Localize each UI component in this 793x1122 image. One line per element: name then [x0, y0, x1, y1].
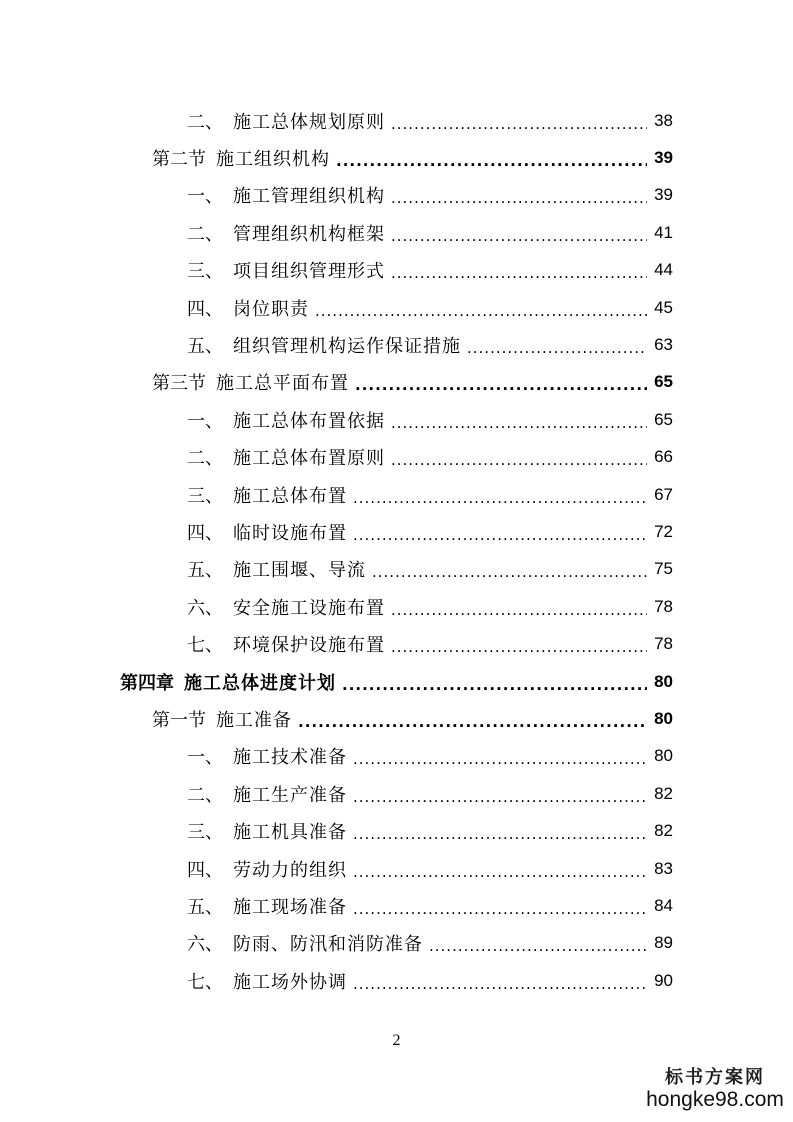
toc-entry-number: 二、 [187, 448, 223, 470]
toc-entry-title: 施工管理组织机构 [233, 186, 385, 208]
toc-entry-page: 84 [654, 895, 673, 915]
toc-entry-item[interactable] [0, 551, 793, 588]
toc-dot-leader [355, 376, 647, 394]
toc-entry-number: 第三节 [152, 373, 206, 395]
toc-entry-item[interactable] [0, 812, 793, 849]
toc-entry-title: 安全施工设施布置 [233, 597, 385, 619]
toc-entry-number: 一、 [187, 186, 223, 208]
toc-entry-number: 三、 [187, 822, 223, 844]
toc-entry-title: 施工现场准备 [233, 896, 347, 918]
toc-dot-leader [391, 227, 647, 245]
toc-entry-item[interactable] [0, 850, 793, 887]
watermark-logo [640, 1068, 790, 1111]
toc-dot-leader [391, 638, 647, 656]
toc-dot-leader [372, 563, 647, 581]
toc-entry-page: 39 [654, 148, 673, 168]
toc-dot-leader [353, 825, 647, 843]
toc-entry-number: 五、 [187, 336, 223, 358]
toc-dot-leader [353, 788, 647, 806]
toc-entry-page: 78 [654, 634, 673, 654]
toc-entry-title: 岗位职责 [233, 298, 309, 320]
toc-entry-page: 82 [654, 821, 673, 841]
toc-entry-number: 一、 [187, 410, 223, 432]
toc-entry-item[interactable] [0, 588, 793, 625]
toc-dot-leader [353, 526, 647, 544]
toc-entry-title: 施工准备 [216, 709, 292, 731]
toc-entry-title: 施工技术准备 [233, 747, 347, 769]
toc-entry-title: 施工总体布置原则 [233, 448, 385, 470]
toc-entry-page: 80 [654, 671, 673, 691]
toc-entry-page: 45 [654, 297, 673, 317]
toc-entry-number: 一、 [187, 747, 223, 769]
toc-dot-leader [467, 339, 647, 357]
toc-dot-leader [391, 601, 647, 619]
watermark-site-name: 标书方案网 [665, 1067, 765, 1088]
toc-dot-leader [353, 863, 647, 881]
toc-entry-number: 二、 [187, 111, 223, 133]
toc-entry-page: 39 [654, 185, 673, 205]
toc-entry-item[interactable] [0, 289, 793, 326]
toc-entry-number: 四、 [187, 522, 223, 544]
toc-entry-title: 管理组织机构框架 [233, 223, 385, 245]
toc-entry-page: 63 [654, 335, 673, 355]
table-of-contents [0, 102, 793, 999]
toc-dot-leader [315, 302, 647, 320]
toc-entry-title: 组织管理机构运作保证措施 [233, 336, 461, 358]
toc-entry-item[interactable] [0, 513, 793, 550]
toc-dot-leader [336, 152, 647, 170]
toc-dot-leader [353, 750, 647, 768]
toc-entry-section[interactable] [0, 700, 793, 737]
toc-dot-leader [391, 189, 647, 207]
toc-entry-page: 83 [654, 858, 673, 878]
toc-entry-page: 90 [654, 970, 673, 990]
toc-entry-item[interactable] [0, 214, 793, 251]
toc-entry-item[interactable] [0, 326, 793, 363]
toc-entry-page: 66 [654, 447, 673, 467]
toc-entry-item[interactable] [0, 962, 793, 999]
toc-entry-title: 施工场外协调 [233, 971, 347, 993]
toc-entry-number: 二、 [187, 223, 223, 245]
watermark-url: hongke98.com [646, 1087, 784, 1111]
toc-entry-title: 施工总平面布置 [216, 373, 349, 395]
toc-entry-item[interactable] [0, 925, 793, 962]
toc-entry-number: 六、 [187, 934, 223, 956]
toc-entry-section[interactable] [0, 364, 793, 401]
toc-entry-title: 施工总体布置 [233, 485, 347, 507]
toc-entry-page: 89 [654, 933, 673, 953]
toc-entry-page: 38 [654, 110, 673, 130]
toc-entry-section[interactable] [0, 139, 793, 176]
toc-entry-number: 第二节 [152, 149, 206, 171]
toc-entry-item[interactable] [0, 401, 793, 438]
toc-entry-number: 七、 [187, 635, 223, 657]
toc-entry-title: 施工机具准备 [233, 822, 347, 844]
toc-entry-number: 五、 [187, 896, 223, 918]
toc-entry-number: 二、 [187, 784, 223, 806]
toc-dot-leader [391, 115, 647, 133]
toc-entry-page: 78 [654, 596, 673, 616]
toc-entry-page: 72 [654, 521, 673, 541]
toc-entry-item[interactable] [0, 625, 793, 662]
toc-entry-item[interactable] [0, 476, 793, 513]
toc-entry-title: 施工总体规划原则 [233, 111, 385, 133]
toc-dot-leader [391, 414, 647, 432]
toc-dot-leader [298, 713, 647, 731]
toc-entry-page: 41 [654, 222, 673, 242]
toc-dot-leader [353, 900, 647, 918]
toc-entry-title: 施工总体布置依据 [233, 410, 385, 432]
toc-entry-number: 七、 [187, 971, 223, 993]
toc-entry-number: 第四章 [120, 672, 174, 694]
toc-dot-leader [429, 937, 647, 955]
toc-dot-leader [353, 975, 647, 993]
toc-entry-title: 劳动力的组织 [233, 859, 347, 881]
toc-entry-item[interactable] [0, 738, 793, 775]
toc-entry-number: 三、 [187, 261, 223, 283]
toc-entry-page: 80 [654, 746, 673, 766]
toc-entry-item[interactable] [0, 439, 793, 476]
toc-entry-number: 四、 [187, 298, 223, 320]
toc-entry-title: 施工总体进度计划 [184, 672, 336, 694]
toc-entry-title: 施工组织机构 [216, 149, 330, 171]
toc-entry-title: 项目组织管理形式 [233, 261, 385, 283]
toc-entry-chapter[interactable] [0, 663, 793, 700]
toc-entry-item[interactable] [0, 102, 793, 139]
toc-entry-number: 五、 [187, 560, 223, 582]
toc-entry-title: 防雨、防汛和消防准备 [233, 934, 423, 956]
toc-entry-title: 临时设施布置 [233, 522, 347, 544]
toc-entry-page: 80 [654, 708, 673, 728]
toc-entry-title: 施工围堰、导流 [233, 560, 366, 582]
toc-entry-page: 65 [654, 372, 673, 392]
toc-entry-number: 四、 [187, 859, 223, 881]
toc-dot-leader [391, 451, 647, 469]
toc-entry-number: 六、 [187, 597, 223, 619]
toc-entry-page: 67 [654, 484, 673, 504]
toc-dot-leader [391, 264, 647, 282]
toc-entry-title: 施工生产准备 [233, 784, 347, 806]
toc-entry-page: 82 [654, 783, 673, 803]
toc-dot-leader [353, 489, 647, 507]
toc-entry-item[interactable] [0, 775, 793, 812]
toc-entry-page: 44 [654, 260, 673, 280]
toc-entry-page: 65 [654, 409, 673, 429]
toc-entry-item[interactable] [0, 887, 793, 924]
toc-dot-leader [342, 676, 647, 694]
toc-entry-number: 三、 [187, 485, 223, 507]
page-number: 2 [392, 1032, 401, 1049]
toc-entry-item[interactable] [0, 252, 793, 289]
toc-entry-number: 第一节 [152, 709, 206, 731]
toc-entry-title: 环境保护设施布置 [233, 635, 385, 657]
toc-entry-item[interactable] [0, 177, 793, 214]
toc-entry-page: 75 [654, 559, 673, 579]
